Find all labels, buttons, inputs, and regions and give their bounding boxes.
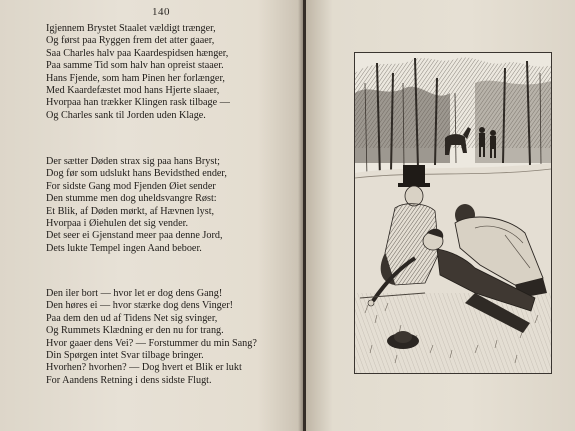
- poem-line: Paa samme Tid som halv han opreist staaer.: [46, 60, 224, 72]
- poem-line: Hvor gaaer dens Vei? — Forstummer du min Sang?: [46, 337, 257, 349]
- poem-line: Den iler bort — hvor let er dog dens Gang!: [46, 288, 223, 299]
- poem-line: For sidste Gang mod Fjenden Øiet sender: [46, 180, 216, 192]
- poem-line: Dets lukte Tempel ingen Aand beboer.: [46, 242, 202, 254]
- poem-line: Dog før som udslukt hans Bevidsthed ender,: [46, 168, 227, 180]
- poem-line: Hans Fjende, som ham Pinen her forlænger,: [46, 72, 225, 84]
- poem-line: Med Kaardefæstet mod hans Hjerte slaaer,: [46, 85, 220, 97]
- poem-line: Den stumme men dog uheldsvangre Røst:: [46, 193, 217, 205]
- poem-line: Hvorpaa han trækker Klingen rask tilbage —: [46, 97, 230, 109]
- poem-line: Og først paa Ryggen frem det atter gaaer,: [46, 35, 215, 47]
- poem-line: Paa dem den ud af Tidens Net sig svinger,: [46, 312, 218, 324]
- poem-line: Det seer ei Gjenstand meer paa denne Jord,: [46, 230, 223, 242]
- poem-line: For Aandens Retning i dens sidste Flugt.: [46, 374, 212, 386]
- poem-line: Saa Charles halv paa Kaardespidsen hænger,: [46, 47, 229, 59]
- poem-line: Der sætter Døden strax sig paa hans Bryst;: [46, 156, 221, 167]
- poem-stanza: [46, 156, 296, 255]
- poem-stanza: [46, 288, 296, 387]
- poem-line: Den høres ei — hvor stærke dog dens Vinger!: [46, 300, 234, 312]
- duel-illustration: [354, 52, 552, 374]
- page-number: 140: [152, 6, 170, 18]
- poem-line: Og Rummets Klædning er den nu for trang.: [46, 325, 224, 337]
- poem-line: Din Spørgen intet Svar tilbage bringer.: [46, 350, 204, 362]
- poem-line: Igjennem Brystet Staalet vældigt trænger,: [46, 23, 216, 34]
- poem-line: Et Blik, af Døden mørkt, af Hævnen lyst,: [46, 205, 215, 217]
- poem-line: Og Charles sank til Jorden uden Klage.: [46, 109, 206, 121]
- poem-stanza: [46, 23, 296, 122]
- poem-line: Hvorhen? hvorhen? — Dog hvert et Blik er lukt: [46, 362, 242, 374]
- poem-line: Hvorpaa i Øiehulen det sig vender.: [46, 218, 189, 230]
